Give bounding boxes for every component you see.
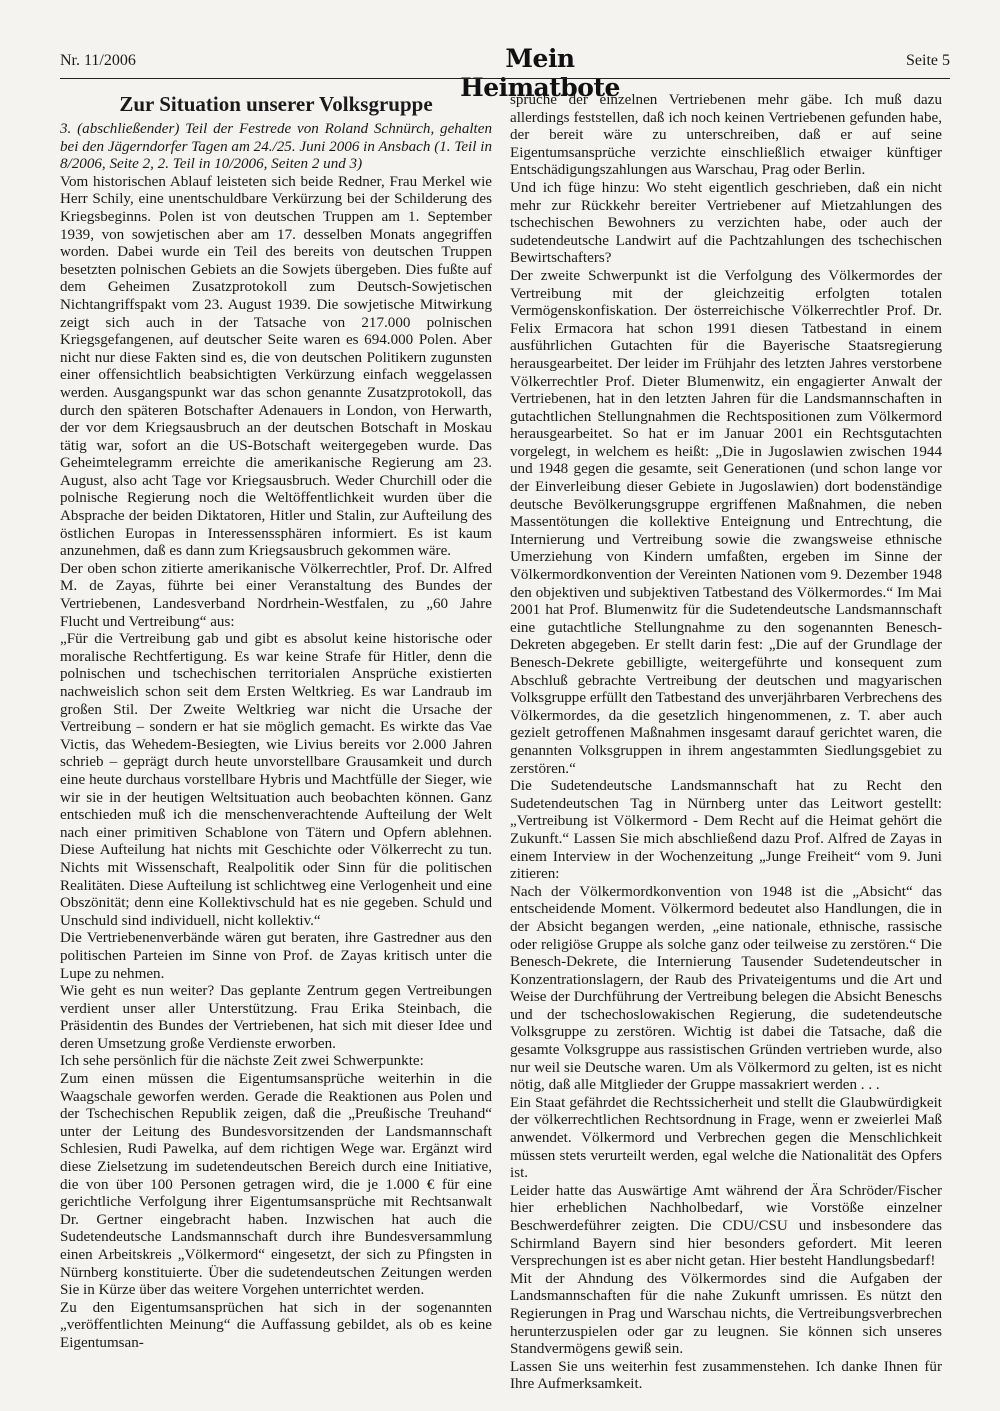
paragraph: Mit der Ahndung des Völkermordes sind die Aufgaben der Landsmannschaften für die nahe Zukunft umrissen. Es nützt den Regierungen in Prag und Warschau nichts, die Vertreibungsverbrechen herunterzuspielen oder gar zu leugnen. Sie können sich unseres Standvermögens gewiß sein. — [510, 1270, 942, 1358]
paragraph: Ein Staat gefährdet die Rechtssicherheit und stellt die Glaubwürdigkeit der völkerrechtlichen Rechtsordnung in Frage, wenn er zweierlei Maß anwendet. Völkermord und Verbrechen gegen die Menschlichkeit müssen stets verurteilt werden, egal welche die Nationalität des Opfers ist. — [510, 1094, 942, 1182]
masthead-logo: Mein Heimatbote — [460, 44, 620, 102]
paragraph: Wie geht es nun weiter? Das geplante Zentrum gegen Vertreibungen verdient unser aller Unterstützung. Frau Erika Steinbach, die Präsidentin des Bundes der Vertriebenen, hat sich mit dieser Idee und deren Umsetzung große Verdienste erworben. — [60, 983, 492, 1052]
paragraph: Zum einen müssen die Eigentumsansprüche weiterhin in die Waagschale geworfen werden. Gerade die Reaktionen aus Polen und der Tschechischen Republik zeigen, daß die „Preußische Treuhand“ unter der Leitung des Bundesvorsitzenden der Landsmannschaft Schlesien, Rudi Pawelka, auf dem richtigen Wege war. Ergänzt wird diese Zielsetzung im sudetendeutschen Bereich durch eine Initiative, die von über 100 Personen getragen wird, die je 1.000 € für eine gerichtliche Verfolgung ihrer Eigentumsansprüche mit Rechtsanwalt Dr. Gertner eingebracht haben. Inzwischen hat auch die Sudetendeutsche Landsmannschaft durch ihre Bundesversammlung einen Arbeitskreis „Völkermord“ eingesetzt, der sich zu Pfingsten in Nürnberg konstituierte. Über die sudetendeutschen Zeitungen werden Sie in Kürze über das weitere Vorgehen unterrichtet werden. — [60, 1071, 492, 1299]
paragraph: Der zweite Schwerpunkt ist die Verfolgung des Völkermordes der Vertreibung mit der gleichzeitig erfolgten totalen Vermögenskonfiskation. Der österreichische Völkerrechtler Prof. Dr. Felix Ermacora hat schon 1991 diesen Tatbestand in einem ausführlichen Gutachten für die Bayerische Staatsregierung herausgearbeitet. Der leider im Frühjahr des letzten Jahres verstorbene Völkerrechtler Prof. Dieter Blumenwitz, ein engagierter Anwalt der Vertriebenen, hat in den letzten Jahren für die Landsmannschaften in gutachtlichen Stellungnahmen die Rechtspositionen zum Völkermord herausgearbeitet. So hat er im Januar 2001 ein Rechtsgutachten vorgelegt, in welchem es heißt: „Die in Jugoslawien zwischen 1944 und 1948 gegen die gesamte, seit Generationen (und schon lange vor der Einverleibung dieser Gebiete in Jugoslawien) dort bodenständige deutsche Bevölkerungsgruppe ergriffenen Maßnahmen, die neben Massentötungen die kollektive Enteignung und Entrechtung, die Internierung und Vertreibung sowie die zwangsweise ethnische Umerziehung von Kindern umfaßten, ergeben im Sinne der Völkermordkonvention der Vereinten Nationen vom 9. Dezember 1948 den objektiven und subjektiven Tatbestand des Völkermordes.“ Im Mai 2001 hat Prof. Blumenwitz für die Sudetendeutsche Landsmannschaft eine gutachtliche Stellungnahme zu den sogenannten Benesch-Dekreten abgegeben. Er stellt darin fest: „Die auf der Grundlage der Benesch-Dekrete gebilligte, weitergeführte und konsequent zum Abschluß gebrachte Vertreibung der deutschen und magyarischen Volksgruppe erfüllt den Tatbestand des unverjährbaren Verbrechens des Völkermordes, da die gesetzlich hingenommenen, z. T. aber auch gezielt getroffenen Maßnahmen insgesamt darauf gerichtet waren, die genannten Volksgruppen in ihrem angestammten Siedlungsgebiet zu zerstören.“ — [510, 267, 942, 777]
paragraph: Ich sehe persönlich für die nächste Zeit zwei Schwerpunkte: — [60, 1053, 424, 1070]
page-header — [60, 44, 950, 102]
paragraph: Die Sudetendeutsche Landsmannschaft hat zu Recht den Sudetendeutschen Tag in Nürnberg unter das Leitwort gestellt: „Vertreibung ist Völkermord - Dem Recht auf die Heimat gehört die Zukunft.“ Lassen Sie mich abschließend dazu Prof. Alfred de Zayas in einem Interview in der Wochenzeitung „Junge Freiheit“ vom 9. Juni zitieren: — [510, 778, 942, 883]
header-rule — [60, 78, 950, 79]
right-column — [510, 92, 942, 1394]
paragraph: Nach der Völkermordkonvention von 1948 ist die „Absicht“ das entscheidende Moment. Völkermord bedeutet also Handlungen, die in der Absicht begangen werden, „eine nationale, ethnische, rassische oder religiöse Gruppe als solche ganz oder teilweise zu zerstören.“ Die Benesch-Dekrete, die Internierung Tausender Sudetendeutscher in Konzentrationslagern, der Raub des Privateigentums und die Art und Weise der Durchführung der Vertreibung belegen die Absicht Beneschs und der tschechoslowakischen Regierung, die sudetendeutsche Volksgruppe zu zerstören. Wichtig ist dabei die Tatsache, daß die gesamte Volksgruppe aus rassistischen Gründen vertrieben wurde, also nur weil sie Deutsche waren. Um als Völkermord zu gelten, ist es nicht nötig, daß alle Mitglieder der Gruppe massakriert werden . . . — [510, 883, 942, 1094]
issue-number: Nr. 11/2006 — [60, 52, 136, 69]
paragraph: Und ich füge hinzu: Wo steht eigentlich geschrieben, daß ein nicht mehr zur Rückkehr bereiter Vertriebener auf Mietzahlungen des tschechischen Bewohners zu verzichten habe, oder auch der sudetendeutsche Landwirt auf die Pachtzahlungen des tschechischen Bewirtschafters? — [510, 179, 942, 267]
paragraph: Vom historischen Ablauf leisteten sich beide Redner, Frau Merkel wie Herr Schily, eine unentschuldbare Verkürzung bei der Schilderung des Kriegsbeginns. Polen ist von deutschen Truppen am 1. September 1939, von sowjetischen aber am 17. desselben Monats angegriffen worden. Dabei wurde ein Teil des bereits von deutschen Truppen besetzten polnischen Gebiets an die Sowjets übergeben. Dies fußte auf dem Geheimen Zusatzprotokoll zum Deutsch-Sowjetischen Nichtangriffspakt vom 23. August 1939. Die sowjetische Mitwirkung zeigt sich auch in der Tatsache von 217.000 polnischen Kriegsgefangenen, auf deutscher Seite waren es 694.000 Polen. Aber nicht nur diese Fakten sind es, die von deutschen Politikern zugunsten einer offensichtlich beabsichtigten Verkürzung einfach weggelassen werden. Ausgangspunkt war das schon genannte Zusatzprotokoll, das durch den späteren Botschafter Adenauers in London, von Herwarth, der vor dem Kriegsausbruch an der deutschen Botschaft in Moskau tätig war, sofort an die US-Botschaft weitergegeben wurde. Das Geheimtelegramm erreichte die amerikanische Regierung am 23. August, also acht Tage vor Kriegsausbruch. Weder Churchill oder die polnische Regierung noch die Weltöffentlichkeit wurden über die Absprache der beiden Diktatoren, Hitler und Stalin, zur Aufteilung des östlichen Europas in Interessenssphären informiert. Es ist kaum anzunehmen, daß es dann zum Kriegsausbruch gekommen wäre. — [60, 173, 492, 560]
page-number: Seite 5 — [906, 52, 950, 69]
paragraph: Zu den Eigentumsansprüchen hat sich in der sogenannten „veröffentlichten Meinung“ die Auffassung gebildet, als ob es keine Eigentumsan- — [60, 1299, 492, 1351]
article-title: Zur Situation unserer Volksgruppe — [119, 92, 433, 116]
paragraph: sprüche der einzelnen Vertriebenen mehr gäbe. Ich muß dazu allerdings feststellen, daß ich noch keinen Vertriebenen gefunden habe, der bereit wäre zu unterschreiben, daß er auf seine Eigentumsansprüche verzichte einschließlich etwaiger künftiger Entschädigungszahlungen aus Warschau, Prag oder Berlin. — [510, 92, 942, 179]
paragraph: „Für die Vertreibung gab und gibt es absolut keine historische oder moralische Rechtfertigung. Es war keine Strafe für Hitler, denn die polnischen und tschechischen territorialen Ansprüche existierten nachweislich schon seit dem Ersten Weltkrieg. Es war Landraub im großen Stil. Der Zweite Weltkrieg war nicht die Ursache der Vertreibung – sondern er hat sie möglich gemacht. Es wirkte das Vae Victis, das Wehedem-Besiegten, wie Livius bereits vor 2.000 Jahren schrieb – geprägt durch heute unvorstellbare Grausamkeit und durch eine heute durchaus vorstellbare Hybris und Machtfülle der Sieger, wie wir sie in der heutigen Weltsituation auch beobachten können. Ganz entschieden muß ich die menschenverachtende Aufteilung der Welt nach einer primitiven Schablone von Tätern und Opfern ablehnen. Diese Aufteilung hat nichts mit Geschichte oder Völkerrecht zu tun. Nichts mit Wissenschaft, Realpolitik oder Sinn für die politischen Realitäten. Diese Aufteilung ist schlichtweg eine Verlogenheit und eine Obszönität; denn eine Kollektivschuld hat es nie gegeben. Schuld und Unschuld sind individuell, nicht kollektiv.“ — [60, 631, 492, 929]
left-column — [60, 88, 492, 1353]
article-subtitle: 3. (abschließender) Teil der Festrede von Roland Schnürch, gehalten bei den Jägerndorfer Tagen am 24./25. Juni 2006 in Ansbach (1. Teil in 8/2006, Seite 2, 2. Teil in 10/2006, Seiten 2 und 3) — [60, 121, 492, 173]
paragraph: Lassen Sie uns weiterhin fest zusammenstehen. Ich danke Ihnen für Ihre Aufmerksamkeit. — [510, 1358, 942, 1393]
paragraph: Leider hatte das Auswärtige Amt während der Ära Schröder/Fischer hier erheblichen Nachholbedarf, wie Vorstöße einzelner Beschwerdeführer zeigten. Die CDU/CSU und insbesondere das Schirmland Bayern sind hier besonders gefordert. Mit leeren Versprechungen ist es aber nicht getan. Hier besteht Handlungsbedarf! — [510, 1182, 942, 1270]
paragraph: Der oben schon zitierte amerikanische Völkerrechtler, Prof. Dr. Alfred M. de Zayas, führte bei einer Veranstaltung des Bundes der Vertriebenen, Landesverband Nordrhein-Westfalen, zu „60 Jahre Flucht und Vertreibung“ aus: — [60, 560, 492, 630]
paragraph: Die Vertriebenenverbände wären gut beraten, ihre Gastredner aus den politischen Parteien im Sinne von Prof. de Zayas kritisch unter die Lupe zu nehmen. — [60, 930, 492, 982]
